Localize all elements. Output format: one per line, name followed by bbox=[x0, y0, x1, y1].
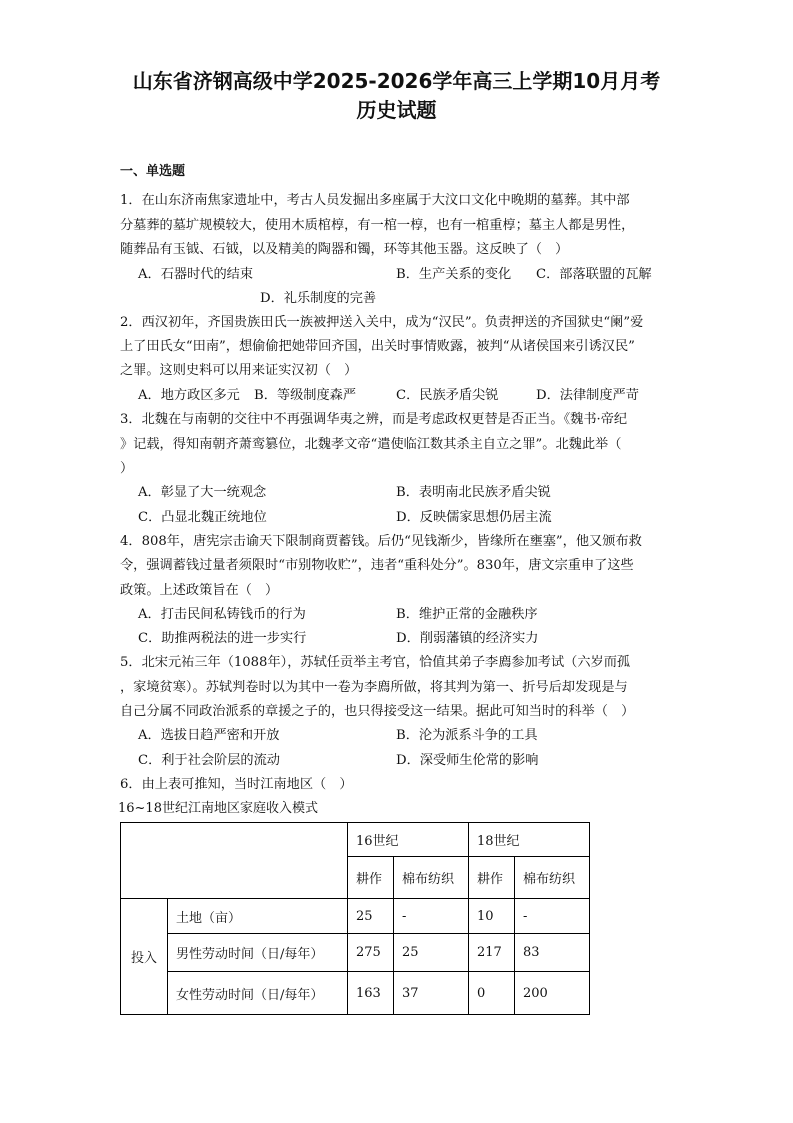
question-3-option-b: B．表明南北民族矛盾尖锐 bbox=[396, 485, 551, 500]
table-header-row bbox=[121, 823, 590, 857]
question-1-line: 1．在山东济南焦家遗址中，考古人员发掘出多座属于大汶口文化中晚期的墓葬。其中部 bbox=[120, 193, 630, 208]
question-2-option-b: B．等级制度森严 bbox=[254, 388, 357, 403]
question-4-line: 令，强调蓄钱过量者须限时“市别物收贮”，违者“重科处分”。830年，唐文宗重申了这些 bbox=[120, 558, 634, 573]
row-label: 土地（亩） bbox=[168, 899, 348, 934]
table-cell: 25 bbox=[348, 899, 394, 934]
question-5-option-d: D．深受师生伦常的影响 bbox=[396, 753, 539, 768]
table-cell: 25 bbox=[394, 934, 469, 972]
header-18th-century: 18世纪 bbox=[469, 823, 590, 857]
question-2-line: 上了田氏女“田南”，想偷偷把她带回齐国，出关时事情败露，被判“从诸侯国来引诱汉民” bbox=[120, 339, 635, 354]
table-corner-cell bbox=[121, 823, 348, 899]
table-cell: 10 bbox=[469, 899, 515, 934]
question-2-option-a: A．地方政区多元 bbox=[138, 388, 240, 403]
question-3-line: ） bbox=[120, 461, 134, 476]
section-heading: 一、单选题 bbox=[120, 164, 186, 179]
question-4-option-c: C．助推两税法的进一步实行 bbox=[138, 631, 307, 646]
paper-title: 山东省济钢高级中学2025-2026学年高三上学期10月月考 bbox=[132, 69, 661, 93]
question-3-option-a: A．彰显了大一统观念 bbox=[138, 485, 267, 500]
table-cell: - bbox=[515, 899, 590, 934]
subheader-farming: 耕作 bbox=[348, 857, 394, 899]
row-label: 男性劳动时间（日/每年） bbox=[168, 934, 348, 972]
question-3-option-d: D．反映儒家思想仍居主流 bbox=[396, 510, 552, 525]
question-4-option-a: A．打击民间私铸钱币的行为 bbox=[138, 607, 306, 622]
table-cell: 275 bbox=[348, 934, 394, 972]
question-5-line: 5．北宋元祐三年（1088年），苏轼任贡举主考官，恰值其弟子李廌参加考试（六岁而孤 bbox=[120, 655, 631, 670]
table-cell: 83 bbox=[515, 934, 590, 972]
question-4-option-d: D．削弱藩镇的经济实力 bbox=[396, 631, 539, 646]
question-5-option-c: C．利于社会阶层的流动 bbox=[138, 753, 280, 768]
question-2-option-d: D．法律制度严苛 bbox=[536, 388, 639, 403]
question-1-line: 分墓葬的墓圹规模较大，使用木质棺椁，有一棺一椁，也有一棺重椁；墓主人都是男性， bbox=[120, 218, 635, 233]
table-row bbox=[121, 934, 590, 972]
question-6-line: 6．由上表可推知，当时江南地区（ ） bbox=[120, 777, 353, 792]
subheader-cotton-weaving: 棉布纺织 bbox=[394, 857, 469, 899]
question-3-line: 3．北魏在与南朝的交往中不再强调华夷之辨，而是考虑政权更替是否正当。《魏书·帝纪 bbox=[120, 412, 628, 427]
table-cell: 217 bbox=[469, 934, 515, 972]
question-1-option-d: D．礼乐制度的完善 bbox=[260, 291, 377, 306]
row-label: 女性劳动时间（日/每年） bbox=[168, 972, 348, 1015]
paper-subtitle: 历史试题 bbox=[356, 98, 437, 122]
question-1-line: 随葬品有玉钺、石钺，以及精美的陶器和镯，环等其他玉器。这反映了（ ） bbox=[120, 242, 569, 257]
question-5-option-b: B．沦为派系斗争的工具 bbox=[396, 728, 538, 743]
table-cell: - bbox=[394, 899, 469, 934]
table-cell: 37 bbox=[394, 972, 469, 1015]
question-1-option-b: B．生产关系的变化 bbox=[396, 267, 512, 282]
subheader-farming: 耕作 bbox=[469, 857, 515, 899]
table-cell: 0 bbox=[469, 972, 515, 1015]
table-caption: 16~18世纪江南地区家庭收入模式 bbox=[118, 801, 318, 816]
question-4-line: 政策。上述政策旨在（ ） bbox=[120, 583, 279, 598]
question-5-option-a: A．选拔日趋严密和开放 bbox=[138, 728, 280, 743]
table-cell: 200 bbox=[515, 972, 590, 1015]
question-2-line: 2．西汉初年，齐国贵族田氏一族被押送入关中，成为“汉民”。负责押送的齐国狱史“阑”爱 bbox=[120, 315, 644, 330]
subheader-cotton-weaving: 棉布纺织 bbox=[515, 857, 590, 899]
table-row bbox=[121, 972, 590, 1015]
question-2-option-c: C．民族矛盾尖锐 bbox=[396, 388, 499, 403]
table-cell: 163 bbox=[348, 972, 394, 1015]
question-5-line: 自己分属不同政治派系的章援之子的，也只得接受这一结果。据此可知当时的科举（ ） bbox=[120, 704, 635, 719]
table-row bbox=[121, 899, 590, 934]
question-4-line: 4．808年，唐宪宗击谕天下限制商贾蓄钱。后仍“见钱渐少，皆缘所在壅塞”，他又颁布救 bbox=[120, 534, 642, 549]
question-1-option-a: A．石器时代的结束 bbox=[138, 267, 254, 282]
question-3-option-c: C．凸显北魏正统地位 bbox=[138, 510, 267, 525]
question-5-line: ，家境贫寒）。苏轼判卷时以为其中一卷为李廌所做，将其判为第一、折号后却发现是与 bbox=[120, 680, 628, 695]
question-3-line: 》记载，得知南朝齐萧鸾篡位，北魏孝文帝“遣使临江数其杀主自立之罪”。北魏此举（ bbox=[120, 437, 622, 452]
question-1-option-c: C．部落联盟的瓦解 bbox=[536, 267, 652, 282]
income-table bbox=[120, 822, 590, 1015]
row-group-label: 投入 bbox=[121, 899, 168, 1015]
question-2-line: 之罪。这则史料可以用来证实汉初（ ） bbox=[120, 363, 358, 378]
header-16th-century: 16世纪 bbox=[348, 823, 469, 857]
question-4-option-b: B．维护正常的金融秩序 bbox=[396, 607, 538, 622]
